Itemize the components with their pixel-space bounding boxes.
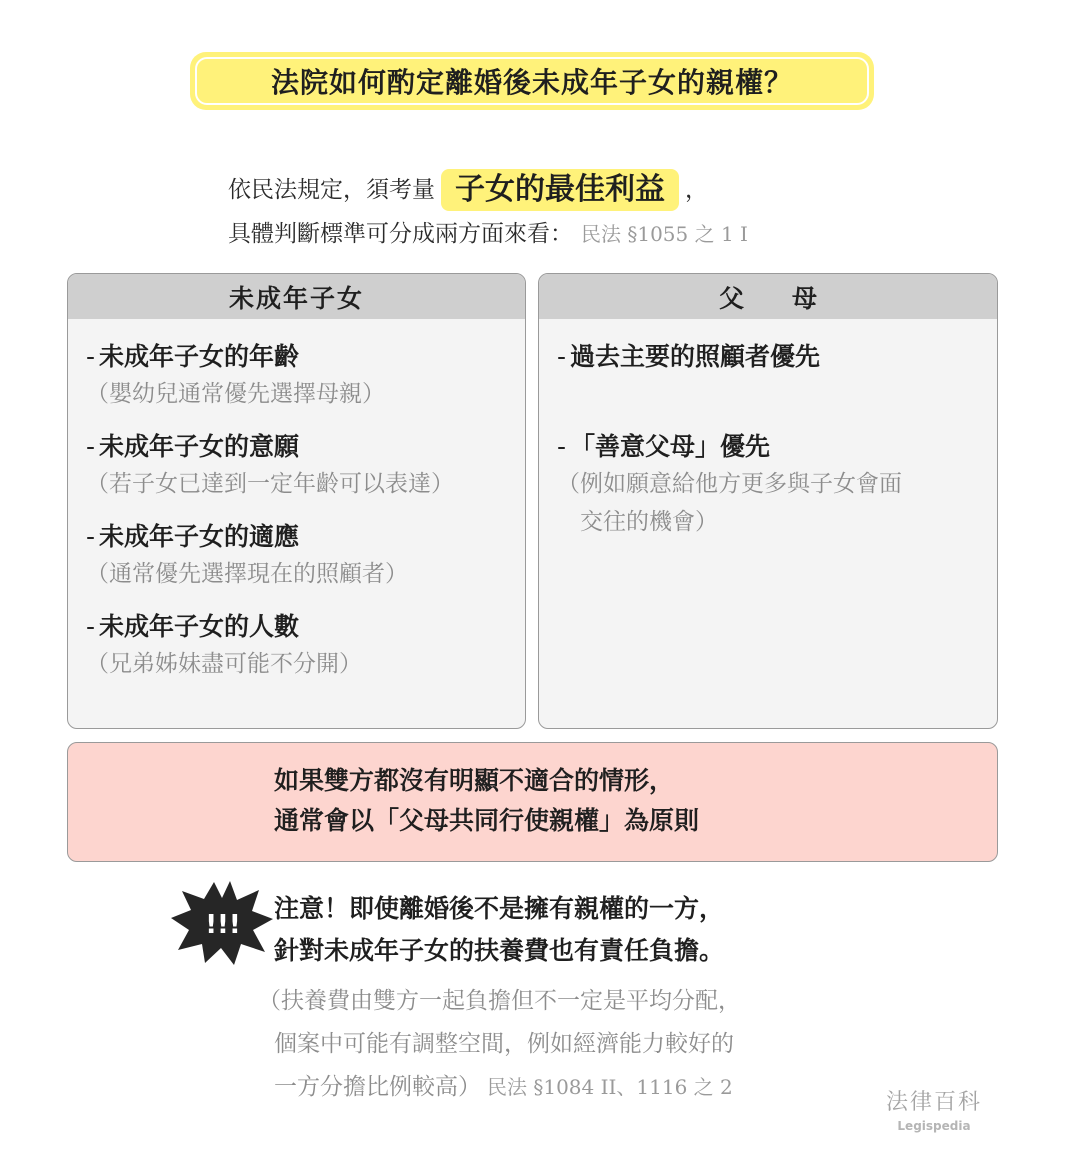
criterion-title: 「善意父母」優先 xyxy=(570,432,771,461)
intro-line-1-start: 依民法規定，須考量 xyxy=(228,177,435,203)
criterion-item xyxy=(86,339,525,413)
intro-line-1 xyxy=(228,168,748,212)
dash-bullet: - xyxy=(557,342,567,371)
dash-bullet: - xyxy=(86,612,96,641)
intro-text xyxy=(228,168,748,256)
dash-bullet: - xyxy=(557,432,567,461)
best-interest-highlight: 子女的最佳利益 xyxy=(441,169,679,211)
criterion-note: （通常優先選擇現在的照顧者） xyxy=(86,561,408,587)
summary-line-1: 如果雙方都沒有明顯不適合的情形， xyxy=(274,766,675,795)
dash-bullet: - xyxy=(86,522,96,551)
parents-header: 父母 xyxy=(539,274,997,319)
criterion-item xyxy=(86,609,525,683)
criterion-item xyxy=(86,519,525,593)
burst-label: !!! xyxy=(205,910,241,940)
warning-line-2: 針對未成年子女的扶養費也有責任負擔。 xyxy=(274,936,725,965)
criterion-note: （若子女已達到一定年齡可以表達） xyxy=(86,471,454,497)
criterion-item xyxy=(557,339,997,375)
summary-line-2: 通常會以「父母共同行使親權」為原則 xyxy=(274,806,700,835)
criterion-note: （例如願意給他方更多與子女會面 交往的機會） xyxy=(557,471,902,535)
warning-note-line-2: 個案中可能有調整空間，例如經濟能力較好的 xyxy=(274,1031,734,1057)
minor-children-header: 未成年子女 xyxy=(68,274,525,319)
title-banner xyxy=(190,52,874,110)
warning-note-line-3: 一方分擔比例較高） xyxy=(274,1074,481,1100)
criterion-note: （嬰幼兒通常優先選擇母親） xyxy=(86,381,385,407)
intro-law-reference: 民法 §1055 之 1 I xyxy=(581,222,748,246)
dash-bullet: - xyxy=(86,342,96,371)
warning-law-reference: 民法 §1084 II、1116 之 2 xyxy=(487,1075,733,1099)
exclamation-burst-icon xyxy=(170,878,274,966)
intro-line-2-text: 具體判斷標準可分成兩方面來看： xyxy=(228,221,573,247)
criterion-title: 未成年子女的年齡 xyxy=(99,342,300,371)
warning-line-1: 注意！即使離婚後不是擁有親權的一方， xyxy=(274,894,725,923)
criterion-title: 過去主要的照顧者優先 xyxy=(570,342,821,371)
intro-line-1-end: ， xyxy=(685,177,708,203)
page-title: 法院如何酌定離婚後未成年子女的親權？ xyxy=(195,57,869,105)
logo-name-en: Legispedia xyxy=(897,1119,971,1133)
minor-children-panel xyxy=(67,273,526,729)
criterion-item xyxy=(557,429,997,541)
logo-name-cn: 法律百科 xyxy=(885,1090,982,1115)
warning-note xyxy=(258,980,741,1109)
intro-line-2 xyxy=(228,212,748,256)
dash-bullet: - xyxy=(86,432,96,461)
summary-box xyxy=(67,742,998,862)
criterion-note: （兄弟姊妹盡可能不分開） xyxy=(86,651,362,677)
parents-panel xyxy=(538,273,998,729)
legispedia-logo xyxy=(882,1088,986,1134)
warning-note-line-1: （扶養費由雙方一起負擔但不一定是平均分配， xyxy=(258,988,741,1014)
criterion-title: 未成年子女的人數 xyxy=(99,612,300,641)
criterion-item xyxy=(86,429,525,503)
warning-text xyxy=(274,888,724,972)
criterion-title: 未成年子女的意願 xyxy=(99,432,300,461)
criterion-title: 未成年子女的適應 xyxy=(99,522,300,551)
